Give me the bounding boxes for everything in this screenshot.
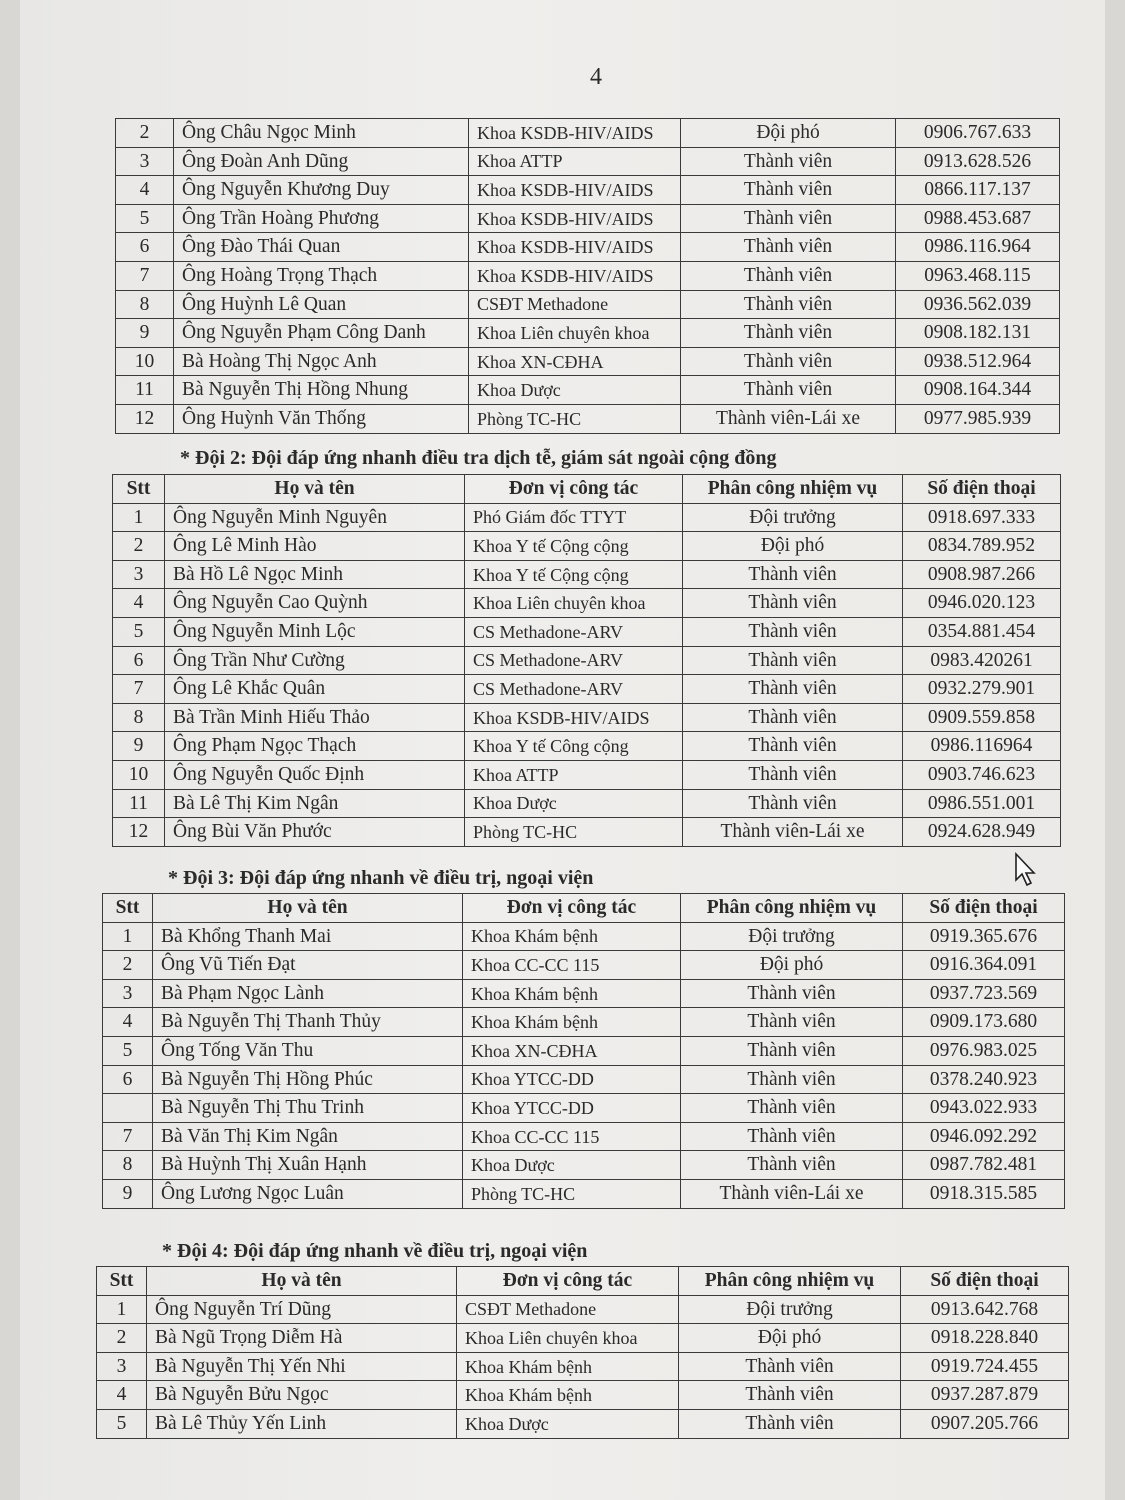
- cell-role: Thành viên: [681, 176, 896, 205]
- table-row: [116, 204, 1060, 233]
- table-row: [103, 922, 1065, 951]
- cell-phone: 0913.642.768: [901, 1295, 1069, 1324]
- cell-name: Ông Nguyễn Trí Dũng: [147, 1295, 457, 1324]
- cell-name: Bà Phạm Ngọc Lành: [153, 979, 463, 1008]
- cell-phone: 0938.512.964: [896, 347, 1060, 376]
- cell-role: Thành viên-Lái xe: [681, 404, 896, 433]
- team3-heading: * Đội 3: Đội đáp ứng nhanh về điều trị, ngoại viện: [168, 867, 594, 889]
- cell-name: Ông Nguyễn Minh Nguyên: [165, 503, 465, 532]
- cell-stt: 6: [103, 1065, 153, 1094]
- table-row: [97, 1324, 1069, 1353]
- cell-name: Ông Bùi Văn Phước: [165, 818, 465, 847]
- header-role: Phân công nhiệm vụ: [679, 1267, 901, 1296]
- cell-phone: 0918.228.840: [901, 1324, 1069, 1353]
- cell-stt: 7: [103, 1122, 153, 1151]
- cell-stt: [103, 1094, 153, 1123]
- cell-dept: Khoa Dược: [457, 1409, 679, 1438]
- cell-role: Thành viên: [683, 703, 903, 732]
- cell-stt: 5: [103, 1036, 153, 1065]
- cell-role: Thành viên: [681, 1036, 903, 1065]
- cell-role: Đội phó: [683, 532, 903, 561]
- cell-stt: 4: [113, 589, 165, 618]
- header-dept: Đơn vị công tác: [457, 1267, 679, 1296]
- cell-dept: Khoa KSDB-HIV/AIDS: [465, 703, 683, 732]
- cell-dept: Khoa KSDB-HIV/AIDS: [469, 204, 681, 233]
- cell-phone: 0354.881.454: [903, 617, 1061, 646]
- cell-phone: 0913.628.526: [896, 147, 1060, 176]
- cell-dept: Phòng TC-HC: [469, 404, 681, 433]
- cell-phone: 0907.205.766: [901, 1409, 1069, 1438]
- cell-role: Đội phó: [681, 119, 896, 148]
- cell-name: Bà Nguyễn Bửu Ngọc: [147, 1381, 457, 1410]
- table-row: [103, 1179, 1065, 1208]
- cell-phone: 0986.116.964: [896, 233, 1060, 262]
- cell-name: Bà Lê Thị Kim Ngân: [165, 789, 465, 818]
- cell-stt: 10: [116, 347, 174, 376]
- cell-stt: 8: [116, 290, 174, 319]
- table-row: [103, 1122, 1065, 1151]
- team4-heading: * Đội 4: Đội đáp ứng nhanh về điều trị, ngoại viện: [162, 1240, 588, 1262]
- cell-dept: Khoa ATTP: [469, 147, 681, 176]
- cell-role: Thành viên: [681, 1008, 903, 1037]
- team3-table: [102, 893, 1065, 1209]
- header-stt: Stt: [97, 1267, 147, 1296]
- cell-phone: 0909.559.858: [903, 703, 1061, 732]
- cell-stt: 11: [113, 789, 165, 818]
- table-row: [113, 589, 1061, 618]
- cell-phone: 0937.723.569: [903, 979, 1065, 1008]
- cell-name: Bà Hoàng Thị Ngọc Anh: [174, 347, 469, 376]
- cell-phone: 0988.453.687: [896, 204, 1060, 233]
- cell-name: Bà Hồ Lê Ngọc Minh: [165, 560, 465, 589]
- cell-role: Thành viên: [683, 560, 903, 589]
- cell-stt: 3: [113, 560, 165, 589]
- cell-name: Ông Huỳnh Văn Thống: [174, 404, 469, 433]
- cell-dept: Khoa KSDB-HIV/AIDS: [469, 233, 681, 262]
- table-row: [103, 1036, 1065, 1065]
- cell-dept: Khoa KSDB-HIV/AIDS: [469, 119, 681, 148]
- cell-dept: Khoa XN-CĐHA: [463, 1036, 681, 1065]
- cell-stt: 10: [113, 760, 165, 789]
- cell-name: Ông Huỳnh Lê Quan: [174, 290, 469, 319]
- page-number: 4: [590, 64, 602, 90]
- cell-stt: 5: [113, 617, 165, 646]
- table-row: [113, 560, 1061, 589]
- cell-stt: 2: [113, 532, 165, 561]
- table-row: [103, 979, 1065, 1008]
- mouse-cursor-icon: [1014, 852, 1038, 888]
- cell-dept: Khoa Liên chuyên khoa: [465, 589, 683, 618]
- cell-stt: 8: [113, 703, 165, 732]
- cell-dept: Khoa Khám bệnh: [463, 1008, 681, 1037]
- cell-dept: Khoa Dược: [465, 789, 683, 818]
- cell-role: Thành viên: [681, 204, 896, 233]
- table-row: [116, 147, 1060, 176]
- header-phone: Số điện thoại: [901, 1267, 1069, 1296]
- cell-dept: Khoa Khám bệnh: [463, 979, 681, 1008]
- table-header-row: [103, 894, 1065, 923]
- cell-phone: 0918.697.333: [903, 503, 1061, 532]
- cell-phone: 0986.551.001: [903, 789, 1061, 818]
- cell-role: Thành viên: [681, 147, 896, 176]
- table-row: [116, 376, 1060, 405]
- cell-dept: Khoa YTCC-DD: [463, 1094, 681, 1123]
- table-row: [116, 319, 1060, 348]
- cell-phone: 0919.724.455: [901, 1352, 1069, 1381]
- cell-phone: 0918.315.585: [903, 1179, 1065, 1208]
- table-row: [116, 119, 1060, 148]
- cell-role: Đội phó: [679, 1324, 901, 1353]
- cell-role: Thành viên: [681, 1065, 903, 1094]
- cell-stt: 8: [103, 1151, 153, 1180]
- cell-name: Ông Nguyễn Minh Lộc: [165, 617, 465, 646]
- cell-phone: 0908.164.344: [896, 376, 1060, 405]
- cell-dept: Khoa Liên chuyên khoa: [469, 319, 681, 348]
- cell-name: Ông Đoàn Anh Dũng: [174, 147, 469, 176]
- cell-name: Bà Nguyễn Thị Thu Trinh: [153, 1094, 463, 1123]
- team4-table-body: [97, 1295, 1069, 1438]
- table-row: [113, 818, 1061, 847]
- cell-name: Bà Nguyễn Thị Thanh Thủy: [153, 1008, 463, 1037]
- table-row: [116, 261, 1060, 290]
- cell-stt: 3: [103, 979, 153, 1008]
- cell-phone: 0909.173.680: [903, 1008, 1065, 1037]
- cell-name: Ông Vũ Tiến Đạt: [153, 951, 463, 980]
- header-name: Họ và tên: [153, 894, 463, 923]
- header-phone: Số điện thoại: [903, 894, 1065, 923]
- cell-phone: 0908.987.266: [903, 560, 1061, 589]
- table-row: [103, 1065, 1065, 1094]
- cell-name: Ông Nguyễn Quốc Định: [165, 760, 465, 789]
- cell-role: Đội phó: [681, 951, 903, 980]
- table-row: [97, 1409, 1069, 1438]
- header-dept: Đơn vị công tác: [463, 894, 681, 923]
- cell-role: Thành viên-Lái xe: [683, 818, 903, 847]
- header-stt: Stt: [103, 894, 153, 923]
- cell-dept: Khoa Y tế Công cộng: [465, 732, 683, 761]
- cell-stt: 2: [97, 1324, 147, 1353]
- cell-name: Ông Nguyễn Cao Quỳnh: [165, 589, 465, 618]
- cell-role: Thành viên: [679, 1381, 901, 1410]
- cell-dept: CS Methadone-ARV: [465, 646, 683, 675]
- cell-stt: 5: [116, 204, 174, 233]
- cell-phone: 0906.767.633: [896, 119, 1060, 148]
- header-name: Họ và tên: [165, 475, 465, 504]
- cell-dept: Khoa XN-CĐHA: [469, 347, 681, 376]
- table-row: [97, 1295, 1069, 1324]
- cell-phone: 0866.117.137: [896, 176, 1060, 205]
- cell-dept: Khoa Dược: [469, 376, 681, 405]
- cell-role: Thành viên: [681, 290, 896, 319]
- cell-role: Thành viên: [683, 617, 903, 646]
- cell-dept: CS Methadone-ARV: [465, 675, 683, 704]
- cell-phone: 0983.420261: [903, 646, 1061, 675]
- cell-stt: 11: [116, 376, 174, 405]
- cell-name: Ông Nguyễn Phạm Công Danh: [174, 319, 469, 348]
- cell-dept: Khoa CC-CC 115: [463, 1122, 681, 1151]
- cell-dept: Khoa YTCC-DD: [463, 1065, 681, 1094]
- cell-dept: Phó Giám đốc TTYT: [465, 503, 683, 532]
- cell-dept: Khoa Dược: [463, 1151, 681, 1180]
- cell-role: Thành viên: [681, 979, 903, 1008]
- cell-stt: 2: [103, 951, 153, 980]
- table-row: [113, 760, 1061, 789]
- cell-phone: 0919.365.676: [903, 922, 1065, 951]
- document-page: [20, 0, 1105, 1500]
- table-row: [113, 703, 1061, 732]
- cell-phone: 0903.746.623: [903, 760, 1061, 789]
- cell-role: Thành viên: [681, 261, 896, 290]
- cell-stt: 7: [116, 261, 174, 290]
- table-row: [113, 503, 1061, 532]
- team2-table-body: [113, 503, 1061, 846]
- cell-phone: 0987.782.481: [903, 1151, 1065, 1180]
- cell-role: Thành viên: [681, 347, 896, 376]
- cell-phone: 0924.628.949: [903, 818, 1061, 847]
- table-row: [97, 1381, 1069, 1410]
- cell-stt: 4: [97, 1381, 147, 1410]
- cell-phone: 0932.279.901: [903, 675, 1061, 704]
- cell-stt: 1: [113, 503, 165, 532]
- cell-stt: 1: [103, 922, 153, 951]
- table-row: [113, 789, 1061, 818]
- cell-name: Ông Nguyễn Khương Duy: [174, 176, 469, 205]
- cell-dept: Khoa KSDB-HIV/AIDS: [469, 261, 681, 290]
- cell-stt: 12: [113, 818, 165, 847]
- header-name: Họ và tên: [147, 1267, 457, 1296]
- cell-role: Thành viên: [679, 1352, 901, 1381]
- cell-role: Thành viên: [679, 1409, 901, 1438]
- cell-role: Thành viên: [681, 319, 896, 348]
- cell-phone: 0916.364.091: [903, 951, 1065, 980]
- cell-phone: 0976.983.025: [903, 1036, 1065, 1065]
- table-row: [103, 951, 1065, 980]
- cell-name: Ông Trần Như Cường: [165, 646, 465, 675]
- cell-phone: 0946.092.292: [903, 1122, 1065, 1151]
- cell-stt: 5: [97, 1409, 147, 1438]
- cell-dept: Khoa Khám bệnh: [457, 1381, 679, 1410]
- header-phone: Số điện thoại: [903, 475, 1061, 504]
- cell-phone: 0946.020.123: [903, 589, 1061, 618]
- cell-phone: 0834.789.952: [903, 532, 1061, 561]
- cell-role: Thành viên: [681, 376, 896, 405]
- header-role: Phân công nhiệm vụ: [681, 894, 903, 923]
- team4-table: [96, 1266, 1069, 1439]
- cell-name: Ông Đào Thái Quan: [174, 233, 469, 262]
- cell-phone: 0937.287.879: [901, 1381, 1069, 1410]
- header-stt: Stt: [113, 475, 165, 504]
- cell-name: Bà Ngũ Trọng Diễm Hà: [147, 1324, 457, 1353]
- cell-role: Thành viên: [683, 646, 903, 675]
- cell-dept: Khoa ATTP: [465, 760, 683, 789]
- cell-dept: CSĐT Methadone: [457, 1295, 679, 1324]
- team2-table: [112, 474, 1061, 847]
- team3-table-body: [103, 922, 1065, 1208]
- cell-role: Thành viên: [683, 789, 903, 818]
- cell-role: Thành viên: [681, 1094, 903, 1123]
- cell-stt: 12: [116, 404, 174, 433]
- cell-name: Ông Châu Ngọc Minh: [174, 119, 469, 148]
- cell-phone: 0936.562.039: [896, 290, 1060, 319]
- cell-name: Bà Huỳnh Thị Xuân Hạnh: [153, 1151, 463, 1180]
- cell-dept: Phòng TC-HC: [465, 818, 683, 847]
- cell-dept: CSĐT Methadone: [469, 290, 681, 319]
- cell-stt: 3: [116, 147, 174, 176]
- table-row: [116, 233, 1060, 262]
- cell-phone: 0977.985.939: [896, 404, 1060, 433]
- cell-role: Thành viên: [681, 1122, 903, 1151]
- cell-role: Thành viên: [681, 1151, 903, 1180]
- table-row: [103, 1094, 1065, 1123]
- cell-name: Bà Lê Thủy Yến Linh: [147, 1409, 457, 1438]
- cell-stt: 4: [103, 1008, 153, 1037]
- table-row: [116, 176, 1060, 205]
- table-row: [103, 1008, 1065, 1037]
- cell-role: Đội trưởng: [683, 503, 903, 532]
- cell-role: Thành viên: [683, 675, 903, 704]
- cell-name: Bà Nguyễn Thị Hồng Nhung: [174, 376, 469, 405]
- table-row: [116, 290, 1060, 319]
- cell-name: Ông Lê Minh Hào: [165, 532, 465, 561]
- cell-name: Bà Nguyễn Thị Yến Nhi: [147, 1352, 457, 1381]
- header-dept: Đơn vị công tác: [465, 475, 683, 504]
- team2-heading: * Đội 2: Đội đáp ứng nhanh điều tra dịch tễ, giám sát ngoài cộng đồng: [180, 447, 777, 469]
- cell-phone: 0963.468.115: [896, 261, 1060, 290]
- cell-dept: Khoa Khám bệnh: [463, 922, 681, 951]
- cell-stt: 9: [116, 319, 174, 348]
- cell-dept: Phòng TC-HC: [463, 1179, 681, 1208]
- cell-dept: Khoa CC-CC 115: [463, 951, 681, 980]
- table-row: [97, 1352, 1069, 1381]
- table-row: [113, 532, 1061, 561]
- cell-dept: Khoa Khám bệnh: [457, 1352, 679, 1381]
- header-role: Phân công nhiệm vụ: [683, 475, 903, 504]
- cell-phone: 0378.240.923: [903, 1065, 1065, 1094]
- cell-stt: 7: [113, 675, 165, 704]
- cell-stt: 4: [116, 176, 174, 205]
- cell-role: Đội trưởng: [681, 922, 903, 951]
- table-row: [113, 646, 1061, 675]
- cell-stt: 3: [97, 1352, 147, 1381]
- cell-phone: 0908.182.131: [896, 319, 1060, 348]
- cell-name: Bà Nguyễn Thị Hồng Phúc: [153, 1065, 463, 1094]
- cell-stt: 6: [116, 233, 174, 262]
- table-row: [116, 347, 1060, 376]
- cell-stt: 9: [113, 732, 165, 761]
- cell-dept: Khoa Y tế Cộng cộng: [465, 560, 683, 589]
- cell-name: Ông Lương Ngọc Luân: [153, 1179, 463, 1208]
- cell-name: Ông Trần Hoàng Phương: [174, 204, 469, 233]
- cell-role: Thành viên: [683, 732, 903, 761]
- cell-name: Ông Lê Khắc Quân: [165, 675, 465, 704]
- team1-table: [115, 118, 1060, 434]
- cell-dept: CS Methadone-ARV: [465, 617, 683, 646]
- cell-name: Bà Khổng Thanh Mai: [153, 922, 463, 951]
- cell-role: Thành viên: [683, 589, 903, 618]
- cell-role: Thành viên: [681, 233, 896, 262]
- cell-dept: Khoa KSDB-HIV/AIDS: [469, 176, 681, 205]
- cell-name: Ông Hoàng Trọng Thạch: [174, 261, 469, 290]
- cell-stt: 2: [116, 119, 174, 148]
- cell-stt: 6: [113, 646, 165, 675]
- table-row: [113, 675, 1061, 704]
- cell-stt: 1: [97, 1295, 147, 1324]
- cell-phone: 0943.022.933: [903, 1094, 1065, 1123]
- cell-name: Ông Phạm Ngọc Thạch: [165, 732, 465, 761]
- table-row: [116, 404, 1060, 433]
- cell-role: Thành viên-Lái xe: [681, 1179, 903, 1208]
- cell-role: Đội trưởng: [679, 1295, 901, 1324]
- cell-dept: Khoa Y tế Cộng cộng: [465, 532, 683, 561]
- cell-name: Bà Trần Minh Hiếu Thảo: [165, 703, 465, 732]
- table-header-row: [97, 1267, 1069, 1296]
- table-header-row: [113, 475, 1061, 504]
- cell-stt: 9: [103, 1179, 153, 1208]
- table-row: [113, 617, 1061, 646]
- cell-name: Ông Tống Văn Thu: [153, 1036, 463, 1065]
- table-row: [113, 732, 1061, 761]
- cell-name: Bà Văn Thị Kim Ngân: [153, 1122, 463, 1151]
- team1-table-body: [116, 119, 1060, 434]
- table-row: [103, 1151, 1065, 1180]
- cell-phone: 0986.116964: [903, 732, 1061, 761]
- cell-dept: Khoa Liên chuyên khoa: [457, 1324, 679, 1353]
- cell-role: Thành viên: [683, 760, 903, 789]
